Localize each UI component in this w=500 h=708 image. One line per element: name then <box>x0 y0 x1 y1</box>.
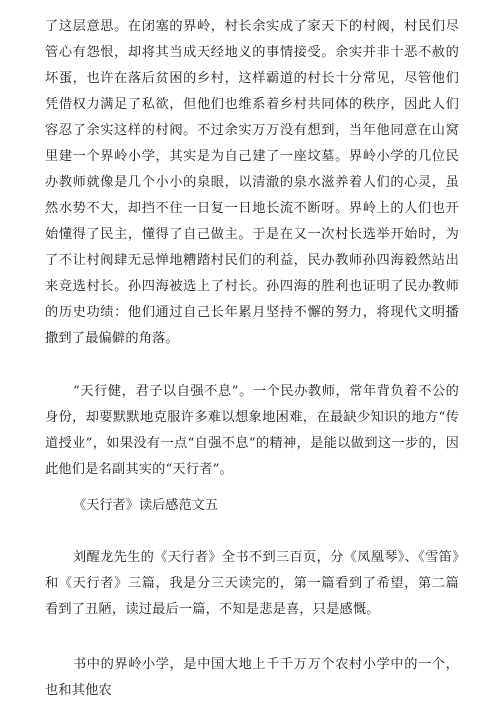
section-heading: 《天行者》读后感范文五 <box>73 498 219 513</box>
paragraph: 了这层意思。在闭塞的界岭，村长余实成了家天下的村阀，村民们尽管心有怨恨，却将其当成天经地义的事情接受。余实并非十恶不赦的坏蛋，也许在落后贫困的乡村，这样霸道的村长十分常见，尽管他们凭借权力满足了私欲，但他们也维系着乡村共同体的秩序，因此人们容忍了余实这样的村阀。不过余实万万没有想到，当年他同意在山窝里建一个界岭小学，其实是为自己建了一座坟墓。界岭小学的几位民办教师就像是几个小小的泉眼，以清澈的泉水滋养着人们的心灵，虽然水势不大，却挡不住一日复一日地长流不断呀。界岭上的人们也开始懂得了民主，懂得了自己做主。于是在又一次村长选举开始时，为了不让村阀肆无忌惮地糟踏村民们的利益，民办教师孙四海毅然站出来竞选村长。孙四海被选上了村长。孙四海的胜利也证明了民办教师的历史功绩：他们通过自己长年累月坚持不懈的努力，将现代文明播撒到了最偏僻的角落。 <box>45 19 459 346</box>
paragraph: 书中的界岭小学，是中国大地上千千万万个农村小学中的一个，也和其他农 <box>45 657 459 698</box>
paragraph: “天行健，君子以自强不息”。一个民办教师，常年背负着不公的身份，却要默默地克服许多难以想象地困难，在最缺少知识的地方“传道授业”，如果没有一点“自强不息”的精神，是能以做到这一步的，因此他们是名副其实的“天行者”。 <box>45 384 459 477</box>
paragraph: 刘醒龙先生的《天行者》全书不到三百页，分《凤凰琴》、《雪笛》和《天行者》三篇，我是分三天读完的，第一篇看到了希望，第二篇看到了丑陋，读过最后一篇，不知是悲是喜，只是感慨。 <box>45 550 459 617</box>
